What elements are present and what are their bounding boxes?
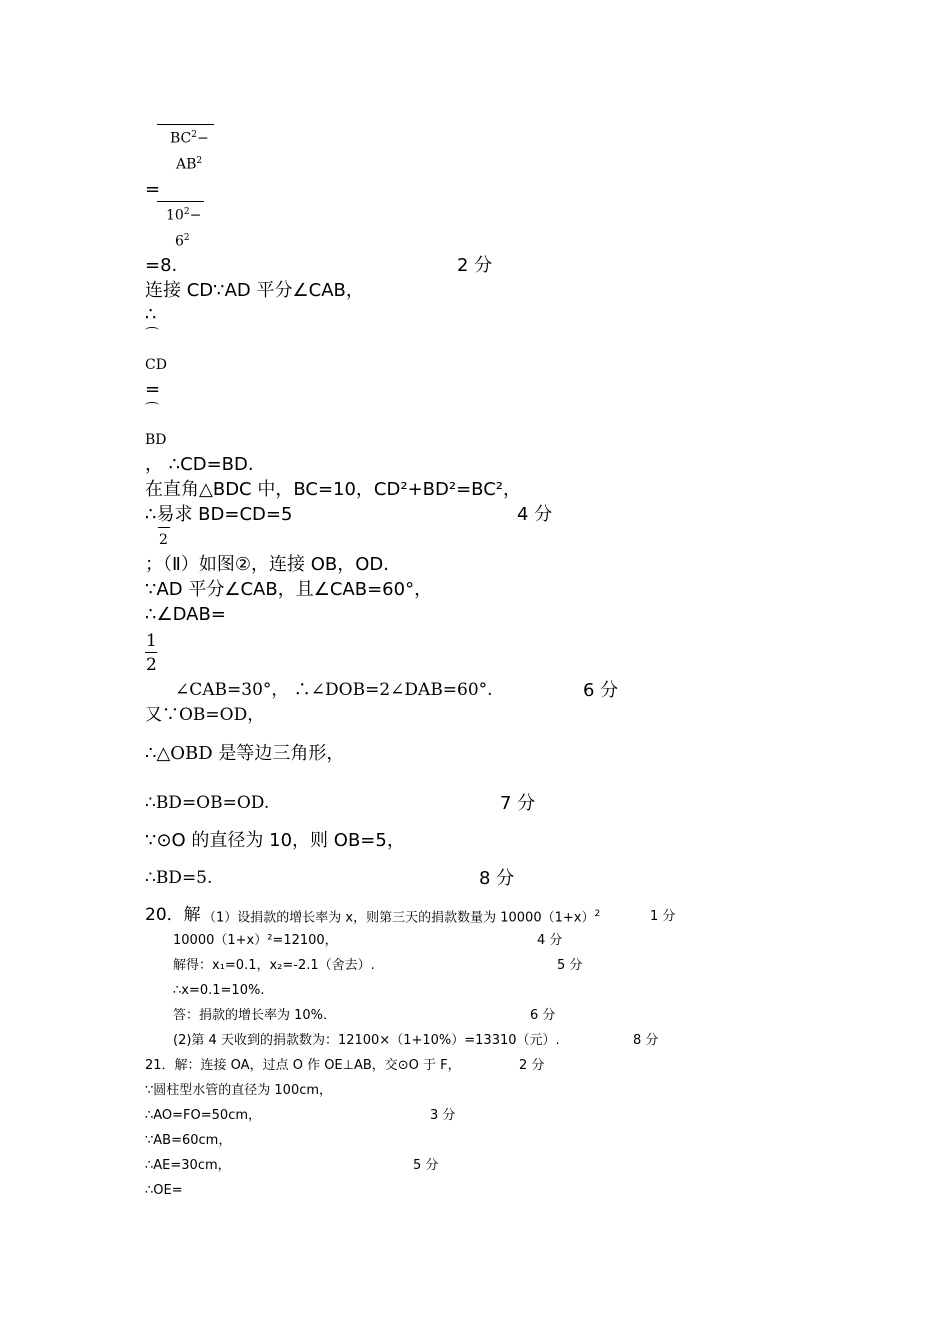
q20-line-5: 答：捐款的增长率为 10%.: [173, 1008, 328, 1023]
line-ad-bisects: ∵AD 平分∠CAB，且∠CAB=60°，: [145, 579, 433, 600]
q20-line-2: 10000（1+x）²=12100，: [173, 933, 338, 948]
q20-line-4: ∴x=0.1=10%.: [173, 983, 265, 998]
arc-mark-bd: [145, 402, 159, 408]
line-ob-eq-od: 又∵OB=OD，: [145, 705, 265, 725]
score-6: 6 分: [583, 680, 619, 701]
half-denominator: 2: [146, 655, 157, 675]
line-angle-cab-30: ∠CAB=30°， ∴∠DOB=2∠DAB=60°.: [175, 680, 493, 700]
line-angle-dab: ∴∠DAB=: [145, 604, 226, 625]
frac-denominator-6: $6^2$: [175, 233, 190, 250]
q21-line-6: ∴OE=: [145, 1183, 183, 1198]
q21-score-5: 5 分: [413, 1158, 439, 1173]
line-eq-8: =8.: [145, 255, 178, 276]
line-cd-eq-bd: ， ∴CD=BD.: [145, 454, 254, 475]
q20-score-4: 4 分: [537, 933, 563, 948]
frac-denominator-10: $10^2-$: [166, 207, 202, 224]
frac-numerator-bc: $BC^2-$: [170, 130, 209, 147]
score-2: 2 分: [457, 255, 493, 276]
frac-denominator-2: 2: [159, 532, 168, 548]
q21-line-1: 21．解：连接 OA，过点 O 作 OE⊥AB，交⊙O 于 F，: [145, 1058, 461, 1073]
q20-score-6: 6 分: [530, 1008, 556, 1023]
q21-score-2: 2 分: [519, 1058, 545, 1073]
arc-label-bd: BD: [145, 432, 167, 448]
line-bd-ob-od: ∴BD=OB=OD.: [145, 793, 270, 813]
arc-label-cd: CD: [145, 357, 167, 373]
q21-line-4: ∵AB=60cm，: [145, 1133, 232, 1148]
frac-numerator-ab: $AB^2$: [176, 156, 203, 173]
score-4: 4 分: [517, 504, 553, 525]
line-right-triangle: 在直角△BDC 中，BC=10，CD²+BD²=BC²，: [145, 479, 521, 500]
q20-line-1: （1）设捐款的增长率为 x，则第三天的捐款数量为 $10000(1+x)^2$: [203, 909, 601, 926]
line-bd-eq-cd: ∴易求 BD=CD=5: [145, 504, 293, 525]
score-8: 8 分: [479, 868, 515, 889]
line-connect-cd: 连接 CD∵AD 平分∠CAB，: [145, 280, 364, 301]
q20-line-3: 解得：x₁=0.1，x₂=-2.1（舍去）.: [173, 958, 375, 973]
line-bd-5: ∴BD=5.: [145, 868, 213, 888]
fraction-bar-3: [158, 527, 170, 528]
line-diameter-10: ∵⊙O 的直径为 10，则 OB=5，: [145, 830, 405, 851]
fraction-bar-2: [157, 201, 204, 202]
q20-heading: 20．解: [145, 905, 201, 925]
arc-mark-cd: [145, 327, 159, 333]
half-numerator: 1: [146, 631, 157, 651]
q21-line-2: ∵圆柱型水管的直径为 100cm，: [145, 1083, 333, 1098]
q20-line-6: (2)第 4 天收到的捐款数为：12100×（1+10%）=13310（元）.: [173, 1033, 560, 1048]
score-7: 7 分: [500, 793, 536, 814]
therefore-symbol: ∴: [145, 304, 157, 325]
q21-line-3: ∴AO=FO=50cm，: [145, 1108, 262, 1123]
fraction-bar-1: [157, 124, 214, 125]
fraction-bar-half: [145, 652, 157, 653]
q20-score-5: 5 分: [557, 958, 583, 973]
q20-score-8: 8 分: [633, 1033, 659, 1048]
q21-score-3: 3 分: [430, 1108, 456, 1123]
arc-equals: =: [145, 379, 161, 400]
q21-line-5: ∴AE=30cm，: [145, 1158, 231, 1173]
line-equilateral: ∴△OBD 是等边三角形，: [145, 743, 345, 764]
equals-sign: =: [145, 179, 161, 200]
line-part-two: ；（Ⅱ）如图②，连接 OB，OD.: [145, 554, 389, 575]
q20-score-1: 1 分: [650, 909, 676, 924]
